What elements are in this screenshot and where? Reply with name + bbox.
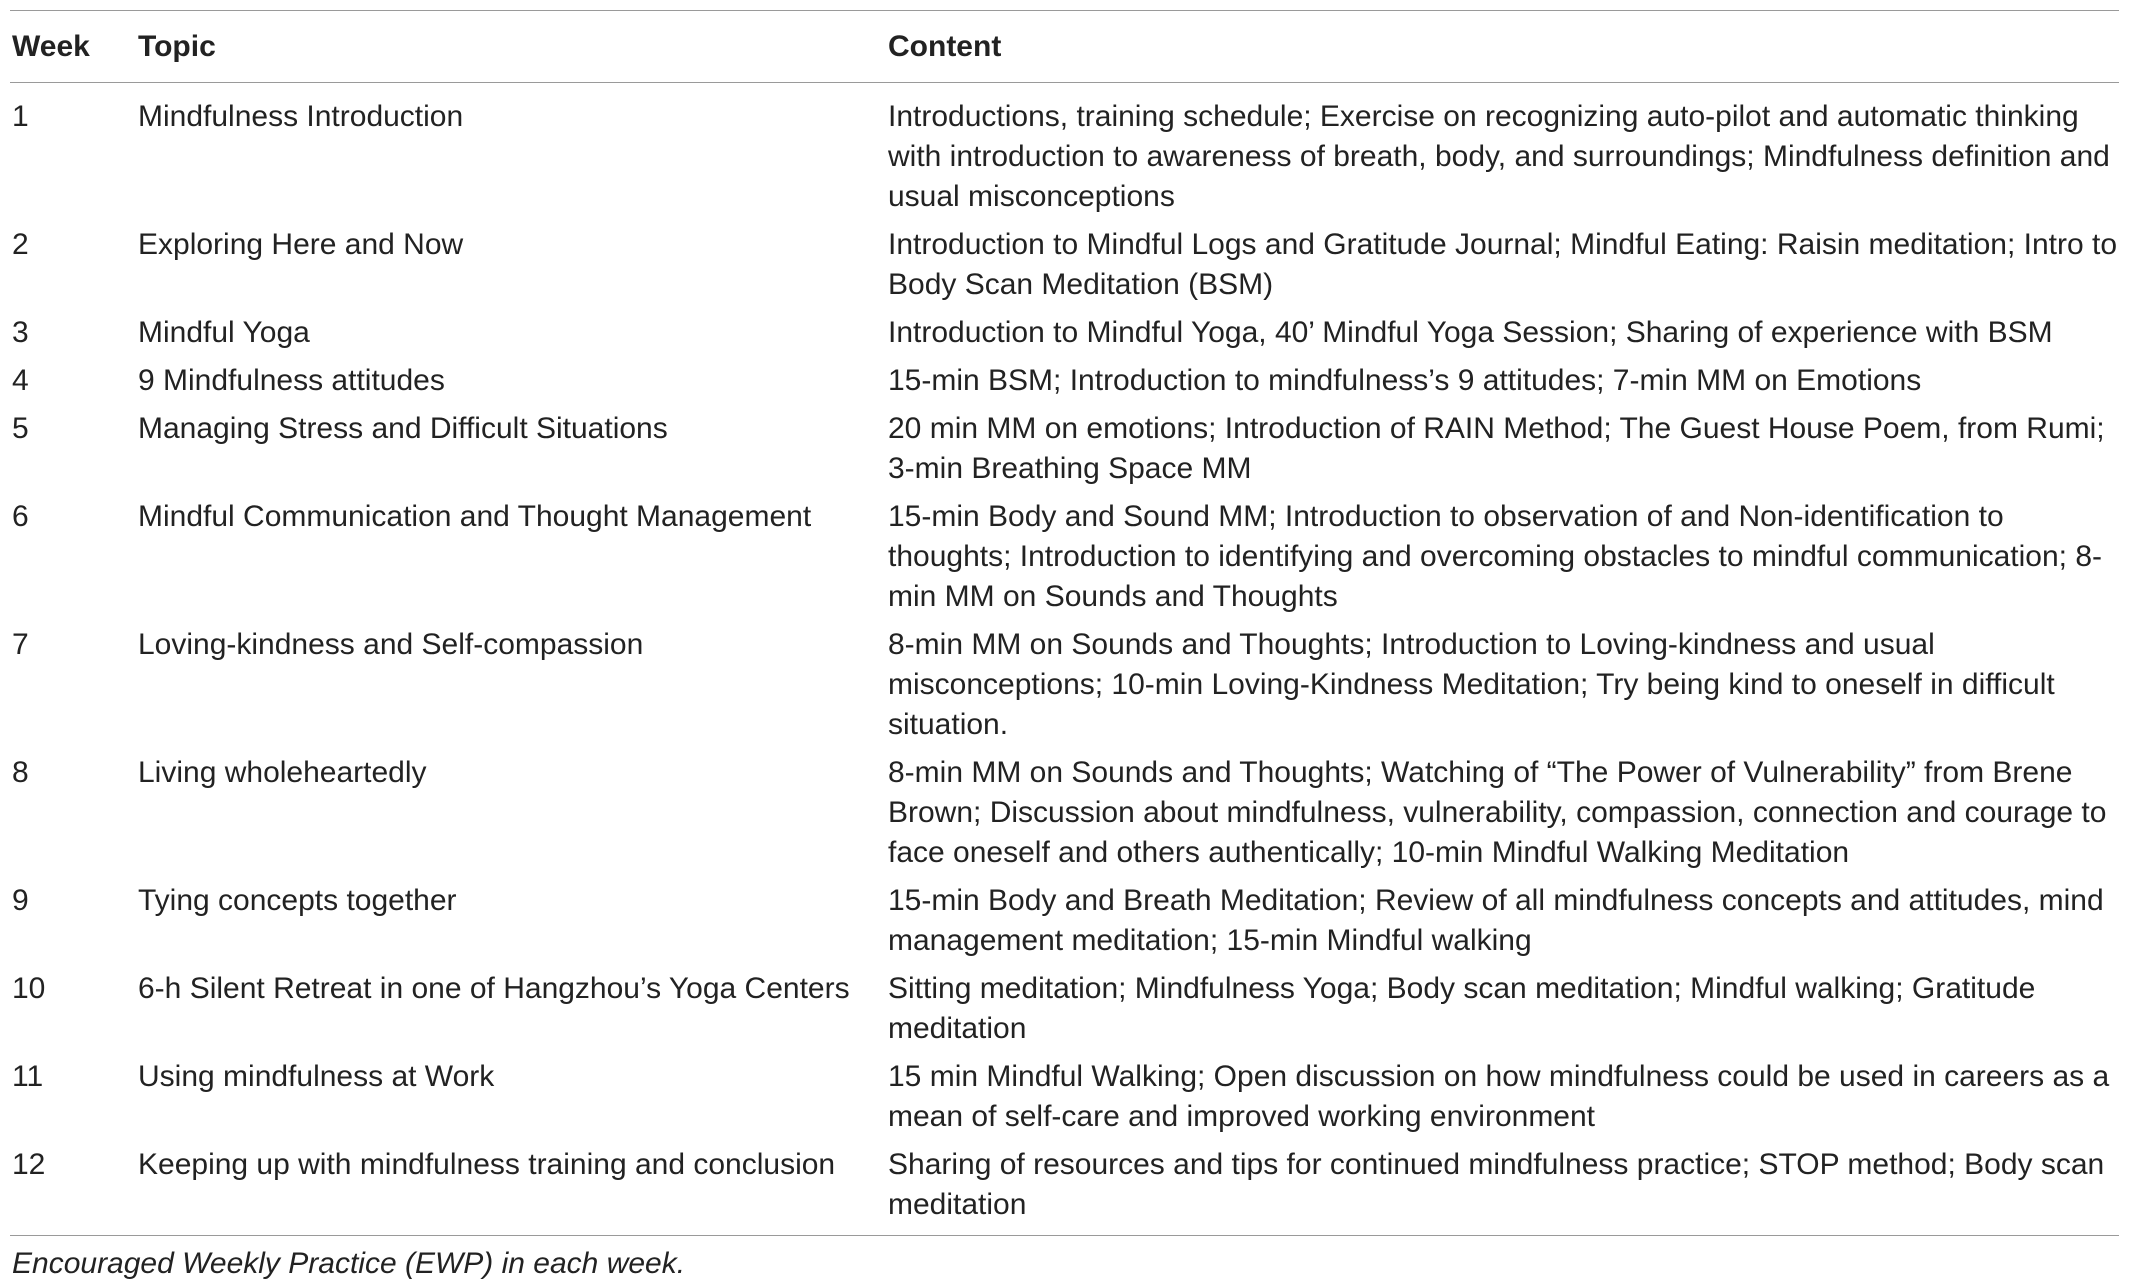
- cell-week: 6: [12, 500, 29, 533]
- table-row: [10, 305, 2119, 353]
- table-row: [10, 1137, 2119, 1236]
- cell-week: 4: [12, 364, 29, 397]
- cell-content: Introduction to Mindful Logs and Gratitude Journal; Mindful Eating: Raisin meditation; Intro to Body Scan Meditation (BSM): [888, 228, 2118, 301]
- table-row: [10, 83, 2119, 218]
- table-row: [10, 961, 2119, 1049]
- table-row: [10, 745, 2119, 873]
- cell-topic: Loving-kindness and Self-compassion: [138, 628, 644, 661]
- cell-content: 8-min MM on Sounds and Thoughts; Watching of “The Power of Vulnerability” from Brene Brown; Discussion about mindfulness, vulnerability, compassion, connection and courage to face oneself and others authentically; 10-min Mindful Walking Meditation: [888, 756, 2107, 869]
- cell-topic: Mindful Communication and Thought Management: [138, 500, 812, 533]
- cell-week: 3: [12, 316, 29, 349]
- cell-week: 1: [12, 100, 29, 133]
- header-row: [10, 11, 2119, 83]
- cell-topic: Using mindfulness at Work: [138, 1060, 495, 1093]
- cell-week: 8: [12, 756, 29, 789]
- cell-topic: 6-h Silent Retreat in one of Hangzhou’s Yoga Centers: [138, 972, 850, 1005]
- table-row: [10, 1049, 2119, 1137]
- cell-content: 15-min Body and Breath Meditation; Review of all mindfulness concepts and attitudes, mind management meditation; 15-min Mindful walking: [888, 884, 2104, 957]
- header-topic: Topic: [138, 29, 216, 63]
- table-row: [10, 353, 2119, 401]
- cell-content: 8-min MM on Sounds and Thoughts; Introduction to Loving-kindness and usual misconceptions; 10-min Loving-Kindness Meditation; Try being kind to oneself in difficult situation.: [888, 628, 2055, 741]
- table-body: [10, 83, 2119, 1236]
- table-header: [10, 11, 2119, 83]
- cell-topic: Living wholeheartedly: [138, 756, 427, 789]
- cell-content: Introduction to Mindful Yoga, 40’ Mindful Yoga Session; Sharing of experience with BSM: [888, 316, 2053, 349]
- cell-topic: Managing Stress and Difficult Situations: [138, 412, 668, 445]
- cell-week: 5: [12, 412, 29, 445]
- table-footnote: Encouraged Weekly Practice (EWP) in each week.: [12, 1247, 686, 1280]
- cell-content: Introductions, training schedule; Exercise on recognizing auto-pilot and automatic thinking with introduction to awareness of breath, body, and surroundings; Mindfulness definition and usual misconceptions: [888, 100, 2110, 213]
- table-row: [10, 401, 2119, 489]
- cell-topic: Exploring Here and Now: [138, 228, 464, 261]
- cell-content: 15 min Mindful Walking; Open discussion on how mindfulness could be used in careers as a mean of self-care and improved working environment: [888, 1060, 2110, 1133]
- cell-content: Sharing of resources and tips for continued mindfulness practice; STOP method; Body scan meditation: [888, 1148, 2105, 1221]
- header-content: Content: [888, 29, 1002, 63]
- cell-topic: Mindfulness Introduction: [138, 100, 464, 133]
- table-row: [10, 873, 2119, 961]
- cell-week: 9: [12, 884, 29, 917]
- cell-week: 12: [12, 1148, 46, 1181]
- cell-topic: 9 Mindfulness attitudes: [138, 364, 445, 397]
- cell-week: 10: [12, 972, 46, 1005]
- cell-week: 7: [12, 628, 29, 661]
- table-row: [10, 489, 2119, 617]
- header-week: Week: [12, 29, 90, 63]
- cell-week: 11: [12, 1060, 44, 1093]
- program-table: [10, 10, 2119, 1236]
- cell-week: 2: [12, 228, 29, 261]
- cell-content: 20 min MM on emotions; Introduction of RAIN Method; The Guest House Poem, from Rumi; 3-min Breathing Space MM: [888, 412, 2105, 485]
- cell-content: 15-min Body and Sound MM; Introduction to observation of and Non-identification to thoughts; Introduction to identifying and overcoming obstacles to mindful communication; 8-min MM on Sounds and Thoughts: [888, 500, 2103, 613]
- table-row: [10, 217, 2119, 305]
- cell-topic: Mindful Yoga: [138, 316, 310, 349]
- table-row: [10, 617, 2119, 745]
- cell-content: Sitting meditation; Mindfulness Yoga; Body scan meditation; Mindful walking; Gratitude meditation: [888, 972, 2036, 1045]
- cell-topic: Keeping up with mindfulness training and conclusion: [138, 1148, 836, 1181]
- cell-content: 15-min BSM; Introduction to mindfulness’s 9 attitudes; 7-min MM on Emotions: [888, 364, 1922, 397]
- cell-topic: Tying concepts together: [138, 884, 457, 917]
